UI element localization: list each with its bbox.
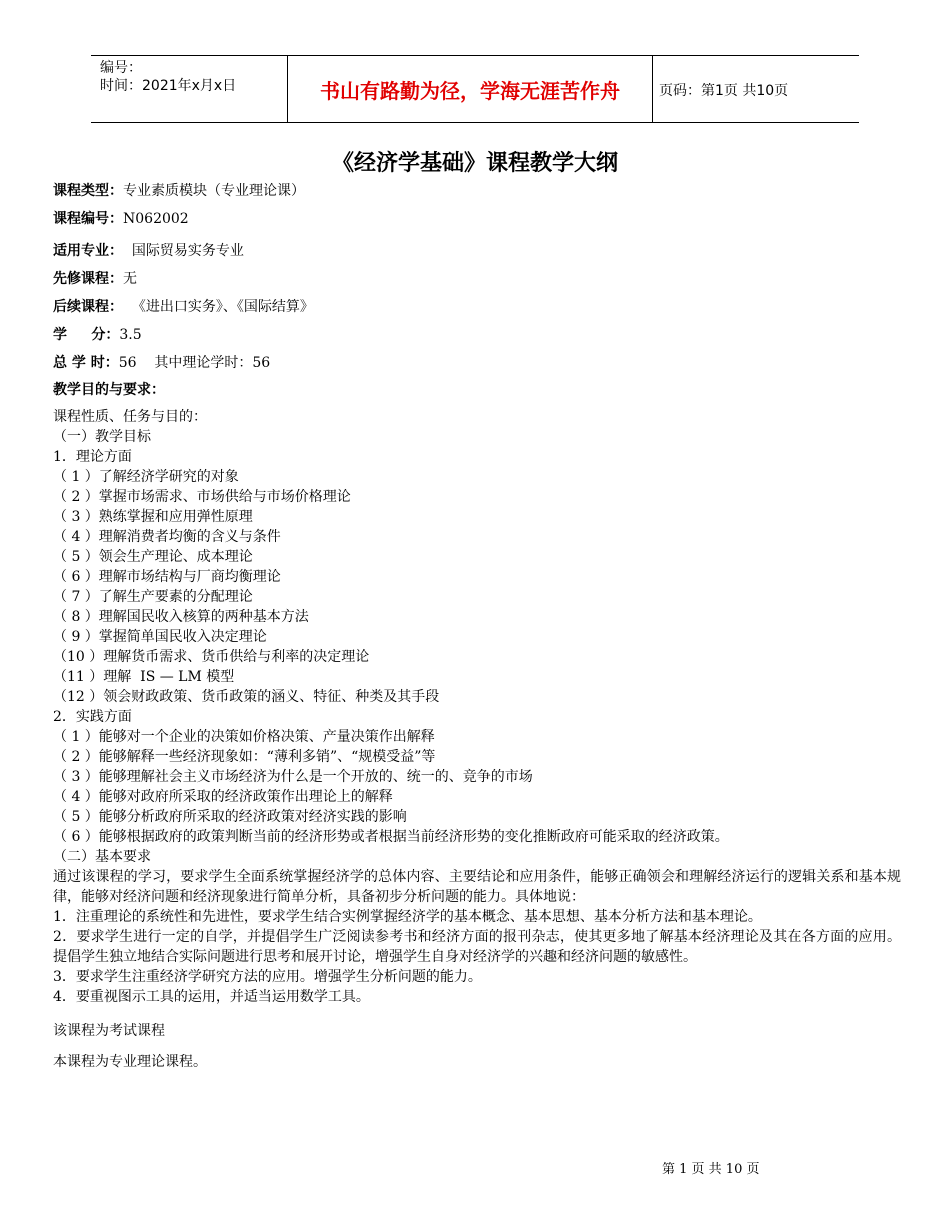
- meta-label: 学 分：: [53, 327, 120, 343]
- meta-label: 课程类型：: [53, 183, 123, 199]
- intro-paragraph: 通过该课程的学习，要求学生全面系统掌握经济学的总体内容、主要结论和应用条件，能够正确领会和理解经济运行的逻辑关系和基本规律，能够对经济问题和经济现象进行简单分析，具备初步分析问题的能力。具体地说：: [53, 869, 901, 905]
- meta-followup: [53, 296, 314, 316]
- meta-label: 先修课程：: [53, 271, 123, 287]
- meta-value: 3.5: [119, 327, 142, 343]
- motto: 书山有路勤为径，学海无涯苦作舟: [287, 56, 653, 122]
- list-item: （ 3 ）熟练掌握和应用弹性原理: [53, 509, 253, 525]
- page-header: [91, 55, 859, 123]
- exam-note: 该课程为考试课程: [53, 1023, 165, 1039]
- meta-objectives: [53, 379, 165, 399]
- list-item: （ 5 ）领会生产理论、成本理论: [53, 549, 253, 565]
- meta-credit: [53, 324, 142, 344]
- requirement-item: 2．要求学生进行一定的自学，并提倡学生广泛阅读参考书和经济方面的报刊杂志，使其更多地了解基本经济理论及其在各方面的应用。提倡学生独立地结合实际问题进行思考和展开讨论，增强学生自身对经济学的兴趣和经济问题的敏感性。: [53, 929, 901, 965]
- header-page-info: 页码：第1页 共10页: [659, 83, 789, 99]
- list-item: （ 5 ）能够分析政府所采取的经济政策对经济实践的影响: [53, 809, 407, 825]
- section-heading: （二）基本要求: [53, 849, 151, 865]
- time-label: 时间：2021年x月x日: [100, 78, 237, 94]
- list-item: （10 ）理解货币需求、货币供给与利率的决定理论: [53, 649, 370, 665]
- subsection-heading: 1．理论方面: [53, 449, 132, 465]
- meta-value: N062002: [123, 211, 189, 227]
- meta-value: 无: [123, 271, 137, 287]
- document-title: 《经济学基础》课程教学大纲: [331, 151, 618, 176]
- list-item: （ 2 ）掌握市场需求、市场供给与市场价格理论: [53, 489, 351, 505]
- requirement-item: 3．要求学生注重经济学研究方法的应用。增强学生分析问题的能力。: [53, 969, 482, 985]
- list-item: （ 9 ）掌握简单国民收入决定理论: [53, 629, 267, 645]
- list-item: （ 3 ）能够理解社会主义市场经济为什么是一个开放的、统一的、竞争的市场: [53, 769, 533, 785]
- section-heading: （一）教学目标: [53, 429, 151, 445]
- list-item: （11 ）理解 IS — LM 模型: [53, 669, 235, 685]
- nature-line: 课程性质、任务与目的：: [53, 409, 207, 425]
- meta-value: 专业素质模块（专业理论课）: [123, 183, 305, 199]
- requirement-item: 4．要重视图示工具的运用，并适当运用数学工具。: [53, 989, 370, 1005]
- meta-hours: [53, 352, 270, 372]
- list-item: （ 4 ）理解消费者均衡的含义与条件: [53, 529, 281, 545]
- list-item: （ 7 ）了解生产要素的分配理论: [53, 589, 253, 605]
- number-label: 编号：: [100, 60, 142, 76]
- meta-label: 总 学 时：: [53, 355, 119, 371]
- header-meta: [100, 59, 236, 95]
- list-item: （ 2 ）能够解释一些经济现象如：“薄利多销”、“规模受益”等: [53, 749, 436, 765]
- meta-label: 适用专业：: [53, 243, 123, 259]
- meta-label: 教学目的与要求：: [53, 382, 165, 398]
- page-footer: 第 1 页 共 10 页: [662, 1162, 760, 1177]
- meta-value: 国际贸易实务专业: [123, 243, 244, 259]
- list-item: （ 6 ）理解市场结构与厂商均衡理论: [53, 569, 281, 585]
- list-item: （ 8 ）理解国民收入核算的两种基本方法: [53, 609, 309, 625]
- list-item: （ 6 ）能够根据政府的政策判断当前的经济形势或者根据当前经济形势的变化推断政府可能采取的经济政策。: [53, 829, 729, 845]
- list-item: （ 1 ）了解经济学研究的对象: [53, 469, 239, 485]
- list-item: （ 1 ）能够对一个企业的决策如价格决策、产量决策作出解释: [53, 729, 435, 745]
- meta-major: [53, 240, 244, 260]
- list-item: （ 4 ）能够对政府所采取的经济政策作出理论上的解释: [53, 789, 393, 805]
- meta-label: 课程编号：: [53, 211, 123, 227]
- subsection-heading: 2．实践方面: [53, 709, 132, 725]
- syllabus-body: [53, 407, 901, 1007]
- meta-value: 56 其中理论学时：56: [118, 355, 271, 371]
- meta-course-code: [53, 208, 189, 228]
- meta-label: 后续课程：: [53, 299, 123, 315]
- meta-value: 《进出口实务》、《国际结算》: [123, 299, 314, 315]
- list-item: （12 ）领会财政政策、货币政策的涵义、特征、种类及其手段: [53, 689, 440, 705]
- course-type-note: 本课程为专业理论课程。: [53, 1054, 207, 1070]
- meta-prereq: [53, 268, 137, 288]
- meta-course-type: [53, 180, 305, 200]
- requirement-item: 1．注重理论的系统性和先进性，要求学生结合实例掌握经济学的基本概念、基本思想、基本分析方法和基本理论。: [53, 909, 762, 925]
